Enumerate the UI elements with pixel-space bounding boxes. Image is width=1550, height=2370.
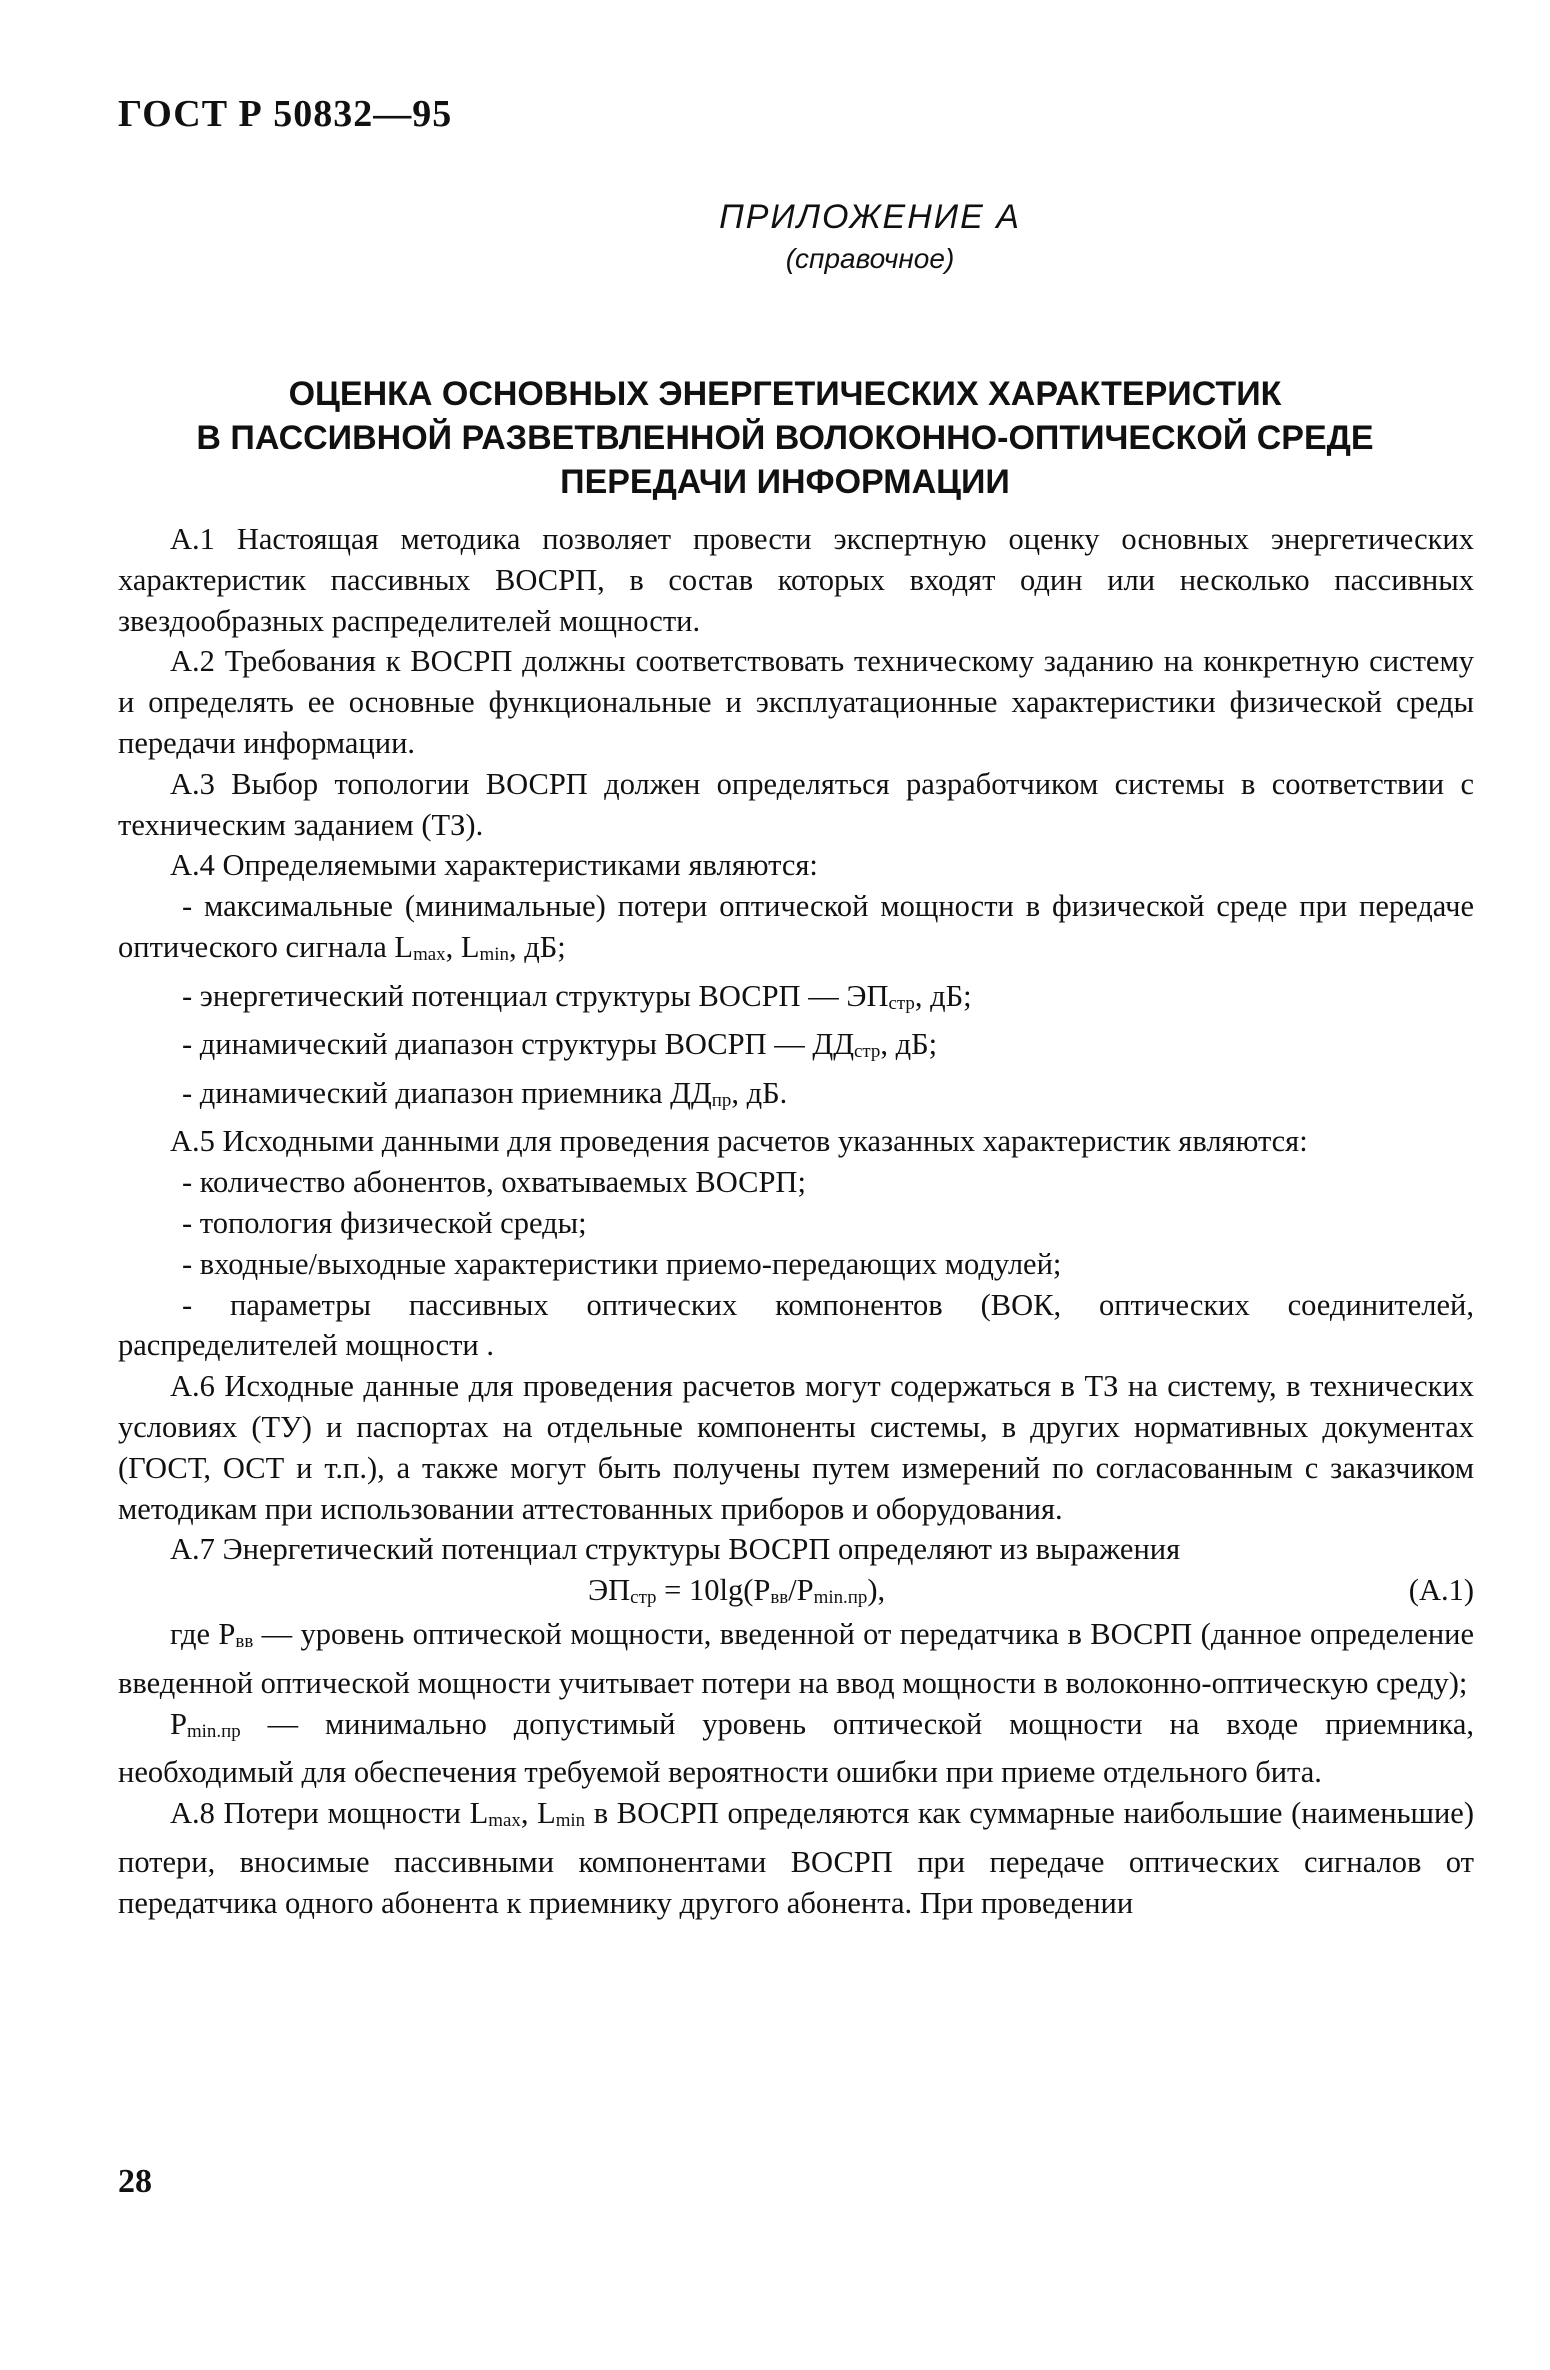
document-header: ГОСТ Р 50832—95 (118, 93, 453, 135)
appendix-heading (0, 198, 1550, 275)
paragraph-a2: А.2 Требования к ВОСРП должны соответствовать техническому заданию на конкретную систему и определять ее основные функциональные и эксплуатационные характеристики физической среды передачи информации. (118, 644, 1474, 760)
section-title (120, 372, 1450, 504)
paragraph-a6: А.6 Исходные данные для проведения расчетов могут содержаться в ТЗ на систему, в технических условиях (ТУ) и паспортах на отдельные компоненты системы, в других нормативных документах (ГОСТ, ОСТ и т.п.), а также могут быть получены путем измерений по согласованным с заказчиком методикам при использовании аттестованных приборов и оборудования. (118, 1369, 1474, 1526)
paragraph-a3: А.3 Выбор топологии ВОСРП должен определяться разработчиком системы в соответствии с техническим заданием (ТЗ). (118, 766, 1474, 842)
list-item-losses: - максимальные (минимальные) потери оптической мощности в физической среде при передаче оптического сигнала Lmax, Lmin, дБ; (118, 889, 1474, 965)
paragraph-a7: А.7 Энергетический потенциал структуры ВОСРП определяют из выражения (170, 1532, 1181, 1567)
title-line: В ПАССИВНОЙ РАЗВЕТВЛЕННОЙ ВОЛОКОННО-ОПТИЧЕСКОЙ СРЕДЕ (196, 419, 1374, 457)
paragraph-a7-pmin: Pmin.пр — минимально допустимый уровень оптической мощности на входе приемника, необходимый для обеспечения требуемой вероятности ошибки при приеме отдельного бита. (118, 1706, 1474, 1790)
paragraph-a1: А.1 Настоящая методика позволяет провести экспертную оценку основных энергетических характеристик пассивных ВОСРП, в состав которых входят один или несколько пассивных звездообразных распределителей мощности. (118, 522, 1474, 638)
list-item-io-characteristics: - входные/выходные характеристики приемо-передающих модулей; (182, 1246, 1062, 1281)
appendix-subtitle: (справочное) (785, 243, 955, 274)
list-item-passive-params: - параметры пассивных оптических компонентов (ВОК, оптических соединителей, распределителей мощности . (118, 1287, 1474, 1363)
title-line: ОЦЕНКА ОСНОВНЫХ ЭНЕРГЕТИЧЕСКИХ ХАРАКТЕРИСТИК (288, 375, 1282, 413)
list-item-subscribers: - количество абонентов, охватываемых ВОСРП; (182, 1165, 806, 1200)
list-item-dynamic-range-receiver: - динамический диапазон приемника ДДпр, дБ. (182, 1075, 788, 1111)
body-text (118, 519, 1474, 1923)
appendix-title: ПРИЛОЖЕНИЕ А (719, 198, 1021, 236)
list-item-dynamic-range-structure: - динамический диапазон структуры ВОСРП — ДДстр, дБ; (182, 1027, 938, 1063)
paragraph-a8: А.8 Потери мощности Lmax, Lmin в ВОСРП определяются как суммарные наибольшие (наименьшие) потери, вносимые пассивными компонентами ВОСРП при передаче оптических сигналов от передатчика одного абонента к приемнику другого абонента. При проведении (118, 1796, 1474, 1920)
list-item-potential: - энергетический потенциал структуры ВОСРП — ЭПстр, дБ; (182, 978, 972, 1014)
title-line: ПЕРЕДАЧИ ИНФОРМАЦИИ (560, 463, 1010, 501)
paragraph-a7-where: где Pвв — уровень оптической мощности, введенной от передатчика в ВОСРП (данное определение введенной оптической мощности учитывает потери на ввод мощности в волоконно-оптическую среду); (118, 1617, 1474, 1700)
formula-expression: ЭПстр = 10lg(Pвв/Pmin.пр), (588, 1573, 886, 1609)
list-item-topology: - топология физической среды; (182, 1206, 587, 1241)
formula-a1 (118, 1570, 1474, 1614)
paragraph-a4: А.4 Определяемыми характеристиками являются: (170, 848, 818, 883)
paragraph-a5: А.5 Исходными данными для проведения расчетов указанных характеристик являются: (170, 1124, 1308, 1159)
page-number: 28 (118, 2163, 152, 2200)
formula-number: (А.1) (1408, 1573, 1474, 1608)
